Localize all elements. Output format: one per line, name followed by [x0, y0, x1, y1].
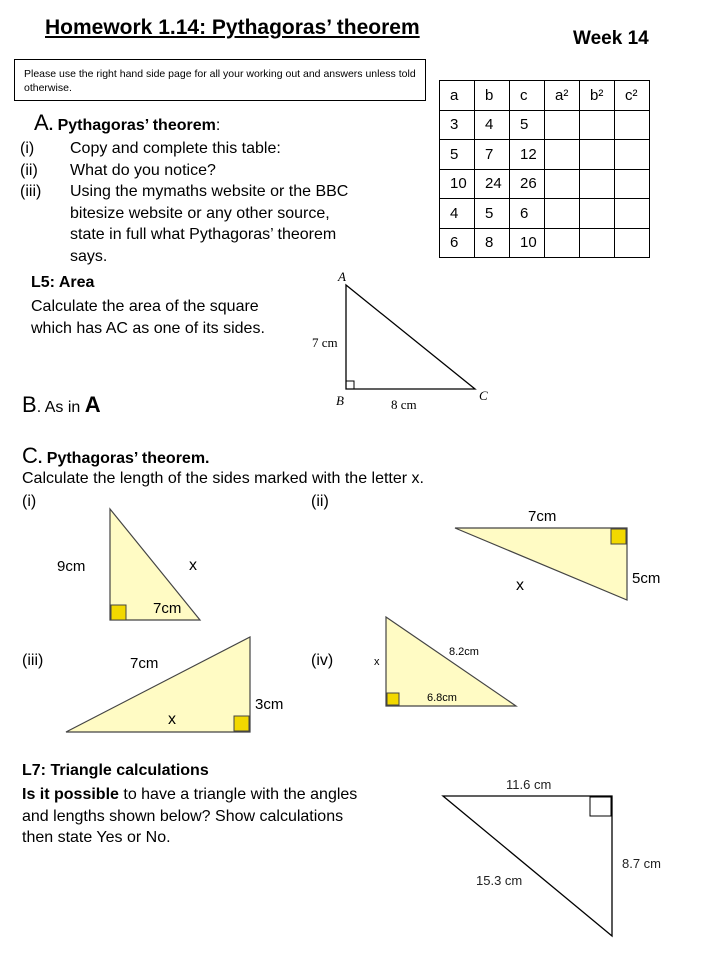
q3-number: (iii) — [22, 652, 44, 669]
table-cell: 5 — [440, 140, 475, 170]
triangle-q3-shape — [66, 637, 250, 732]
table-header-cell: c² — [615, 81, 650, 111]
vertex-a-label: A — [338, 269, 346, 284]
right-angle-marker — [234, 716, 249, 731]
page-title: Homework 1.14: Pythagoras’ theorem — [45, 16, 420, 39]
right-angle-marker — [387, 693, 399, 705]
l5-title: L5: Area — [31, 274, 95, 291]
l7-side-right-label: 8.7 cm — [622, 856, 662, 871]
l7-hyp-label: 15.3 cm — [476, 873, 523, 888]
table-header-cell: c — [510, 81, 545, 111]
section-c-instruction: Calculate the length of the sides marked with the letter x. — [22, 470, 424, 487]
section-b-ref: A — [84, 392, 101, 417]
triangle-abc — [312, 269, 488, 412]
q3-side-bottom-label: x — [168, 711, 176, 728]
q4-number: (iv) — [311, 652, 334, 669]
table-header-cell: a — [440, 81, 475, 111]
triangle-q4 — [374, 617, 516, 706]
q3-side-right-label: 3cm — [255, 696, 284, 713]
q4-side-left-label: x — [374, 656, 380, 668]
q4-side-bottom-label: 6.8cm — [427, 692, 457, 704]
list-item: (i) Copy and complete this table: — [20, 140, 281, 157]
table-cell: 3 — [440, 110, 475, 140]
section-a-title: . Pythagoras’ theorem — [48, 117, 216, 134]
table-cell: 6 — [510, 199, 545, 229]
triangle-l7 — [443, 777, 661, 936]
triangle-abc-shape — [346, 285, 475, 389]
table-cell: 10 — [510, 228, 545, 258]
triangle-q3 — [66, 637, 283, 732]
table-cell: 4 — [475, 110, 510, 140]
q2-side-top-label: 7cm — [528, 508, 557, 525]
q1-side-left-label: 9cm — [57, 558, 86, 575]
side-ab-label: 7 cm — [312, 335, 338, 350]
table-cell: 8 — [475, 228, 510, 258]
vertex-c-label: C — [479, 388, 488, 403]
list-item: (ii) What do you notice? — [20, 161, 216, 179]
section-b-letter: B — [22, 392, 37, 417]
q2-number: (ii) — [311, 493, 329, 510]
list-item: (iii) Using the mymaths website or the BBC bitesize website or any other source, state in full what Pythagoras’ theorem says. — [20, 183, 349, 265]
table-cell: 4 — [440, 199, 475, 229]
right-angle-marker — [611, 529, 626, 544]
side-bc-label: 8 cm — [391, 397, 417, 412]
triangle-q2-shape — [455, 528, 627, 600]
section-a-letter: A — [34, 110, 49, 135]
table-header-cell: b² — [580, 81, 615, 111]
q4-hyp-label: 8.2cm — [449, 646, 479, 658]
vertex-b-label: B — [336, 393, 344, 408]
week-label: Week 14 — [573, 28, 649, 49]
section-a-colon: : — [215, 117, 221, 134]
right-angle-marker — [111, 605, 126, 620]
q1-side-bottom-label: 7cm — [153, 600, 182, 617]
l7-rest: to have a triangle with the angles and lengths shown below? Show calculations then state Yes or No. — [22, 786, 358, 846]
q1-hyp-label: x — [189, 557, 197, 574]
table-cell: 26 — [510, 169, 545, 199]
table-cell: 5 — [510, 110, 545, 140]
table-cell: 10 — [440, 169, 475, 199]
triangle-q1 — [57, 509, 200, 620]
table-header-cell: a² — [545, 81, 580, 111]
section-c-letter: C — [22, 443, 38, 468]
l7-side-top-label: 11.6 cm — [506, 777, 552, 792]
table-cell: 6 — [440, 228, 475, 258]
instruction-note: Please use the right hand side page for all your working out and answers unless told otherwise. — [14, 59, 426, 101]
triangle-q2 — [455, 508, 660, 600]
table-header-cell: b — [475, 81, 510, 111]
l7-bold: Is it possible — [22, 786, 119, 803]
q1-number: (i) — [22, 493, 37, 510]
table-cell: 7 — [475, 140, 510, 170]
q3-hyp-label: 7cm — [130, 655, 159, 672]
q2-hyp-label: x — [516, 577, 524, 594]
l7-title: L7: Triangle calculations — [22, 762, 209, 779]
triangle-l7-shape — [443, 796, 612, 936]
table-cell: 12 — [510, 140, 545, 170]
table-cell: 5 — [475, 199, 510, 229]
table-cell: 24 — [475, 169, 510, 199]
l5-text: Calculate the area of the square which has AC as one of its sides. — [31, 298, 265, 337]
section-b-text: . As in — [36, 399, 85, 416]
section-c-title: . Pythagoras’ theorem. — [37, 450, 210, 467]
q2-side-right-label: 5cm — [632, 570, 661, 587]
